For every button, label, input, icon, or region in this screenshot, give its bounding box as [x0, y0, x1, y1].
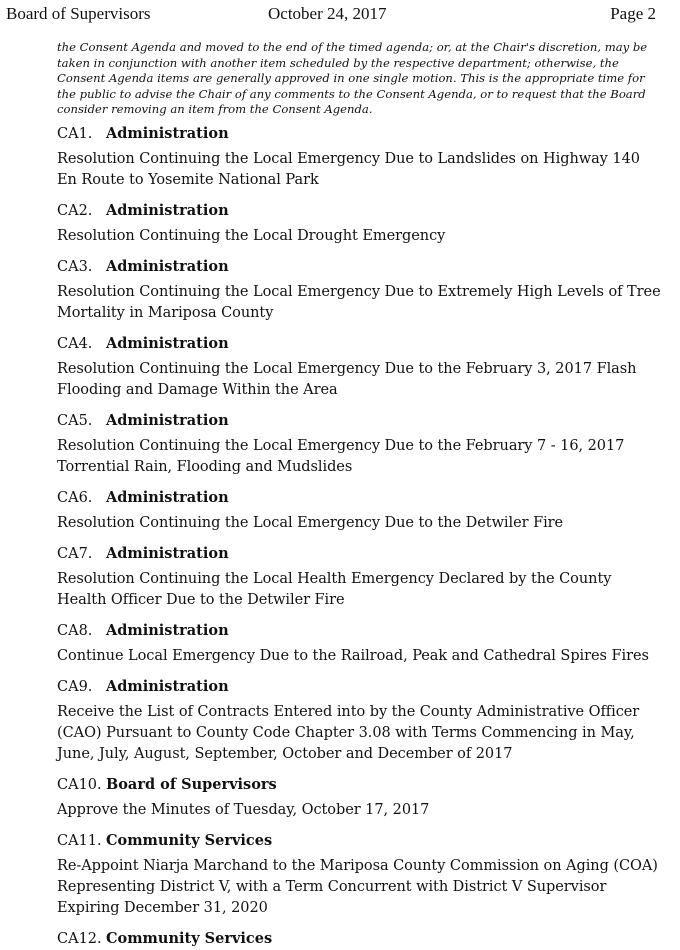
agenda-item-department: Administration	[106, 202, 229, 219]
agenda-item-heading	[57, 123, 662, 145]
agenda-item-number: CA12.	[57, 931, 102, 947]
agenda-item-department: Administration	[106, 125, 229, 142]
agenda-item-heading	[57, 830, 662, 852]
consent-agenda-list	[57, 123, 662, 950]
agenda-item-ca8	[57, 620, 662, 667]
agenda-item-heading	[57, 333, 662, 355]
agenda-item-heading	[57, 620, 662, 642]
agenda-item-description: Resolution Continuing the Local Health Emergency Declared by the County Health Officer Due to the Detwiler Fire	[57, 571, 612, 608]
agenda-item-number: CA7.	[57, 546, 93, 562]
agenda-item-number: CA11.	[57, 833, 102, 849]
header-page-number: Page 2	[610, 4, 656, 23]
agenda-item-heading	[57, 676, 662, 698]
agenda-item-number: CA5.	[57, 413, 93, 429]
agenda-item-department: Administration	[106, 412, 229, 429]
agenda-item-description: Continue Local Emergency Due to the Railroad, Peak and Cathedral Spires Fires	[57, 648, 649, 664]
agenda-item-department: Administration	[106, 258, 229, 275]
agenda-item-ca7	[57, 543, 662, 611]
agenda-item-number: CA4.	[57, 336, 93, 352]
agenda-item-heading	[57, 774, 662, 796]
agenda-item-description: Re-Appoint Niarja Marchand to the Mariposa County Commission on Aging (COA) Representing District V, with a Term Concurrent with District V Supervisor Expiring December 31, 2020	[57, 858, 658, 916]
agenda-item-number: CA3.	[57, 259, 93, 275]
agenda-item-heading	[57, 256, 662, 278]
agenda-item-description: Receive the List of Contracts Entered into by the County Administrative Officer (CAO) Pursuant to County Code Chapter 3.08 with Terms Commencing in May, June, July, August, September, October and December of 2017	[57, 704, 640, 762]
agenda-item-description: Resolution Continuing the Local Drought Emergency	[57, 228, 446, 244]
agenda-item-department: Community Services	[106, 832, 273, 849]
agenda-item-description: Resolution Continuing the Local Emergency Due to Landslides on Highway 140 En Route to Yosemite National Park	[57, 151, 640, 188]
agenda-item-ca5	[57, 410, 662, 478]
consent-agenda-intro: the Consent Agenda and moved to the end of the timed agenda; or, at the Chair's discretion, may be taken in conjunction with another item scheduled by the respective department; otherwise, the Consent Agenda items are generally approved in one single motion. This is the appropriate time for the public to advise the Chair of any comments to the Consent Agenda, or to request that the Board consider removing an item from the Consent Agenda.	[57, 40, 648, 117]
agenda-item-department: Administration	[106, 335, 229, 352]
agenda-item-number: CA2.	[57, 203, 93, 219]
agenda-item-heading	[57, 200, 662, 222]
agenda-item-number: CA9.	[57, 679, 93, 695]
agenda-item-number: CA8.	[57, 623, 93, 639]
agenda-item-heading	[57, 487, 662, 509]
agenda-item-department: Administration	[106, 622, 229, 639]
agenda-item-ca2	[57, 200, 662, 247]
agenda-item-department: Board of Supervisors	[106, 776, 277, 793]
agenda-item-number: CA6.	[57, 490, 93, 506]
agenda-item-ca4	[57, 333, 662, 401]
agenda-item-description: Resolution Continuing the Local Emergency Due to the February 3, 2017 Flash Flooding and Damage Within the Area	[57, 361, 637, 398]
agenda-item-ca6	[57, 487, 662, 534]
agenda-item-description: Resolution Continuing the Local Emergency Due to the Detwiler Fire	[57, 515, 564, 531]
agenda-item-ca11	[57, 830, 662, 919]
header-date: October 24, 2017	[268, 4, 387, 23]
agenda-item-heading	[57, 410, 662, 432]
agenda-item-number: CA1.	[57, 126, 93, 142]
agenda-item-description: Resolution Continuing the Local Emergency Due to Extremely High Levels of Tree Mortality in Mariposa County	[57, 284, 661, 321]
header-board-name: Board of Supervisors	[6, 4, 151, 23]
agenda-item-description: Resolution Continuing the Local Emergency Due to the February 7 - 16, 2017 Torrential Rain, Flooding and Mudslides	[57, 438, 625, 475]
agenda-item-ca1	[57, 123, 662, 191]
agenda-item-ca3	[57, 256, 662, 324]
agenda-item-department: Administration	[106, 678, 229, 695]
agenda-item-heading	[57, 543, 662, 565]
page-header	[0, 4, 680, 26]
agenda-item-department: Administration	[106, 489, 229, 506]
agenda-item-description: Approve the Minutes of Tuesday, October 17, 2017	[57, 802, 430, 818]
agenda-item-department: Community Services	[106, 930, 273, 947]
agenda-item-ca9	[57, 676, 662, 765]
agenda-item-ca10	[57, 774, 662, 821]
agenda-item-department: Administration	[106, 545, 229, 562]
agenda-item-number: CA10.	[57, 777, 102, 793]
